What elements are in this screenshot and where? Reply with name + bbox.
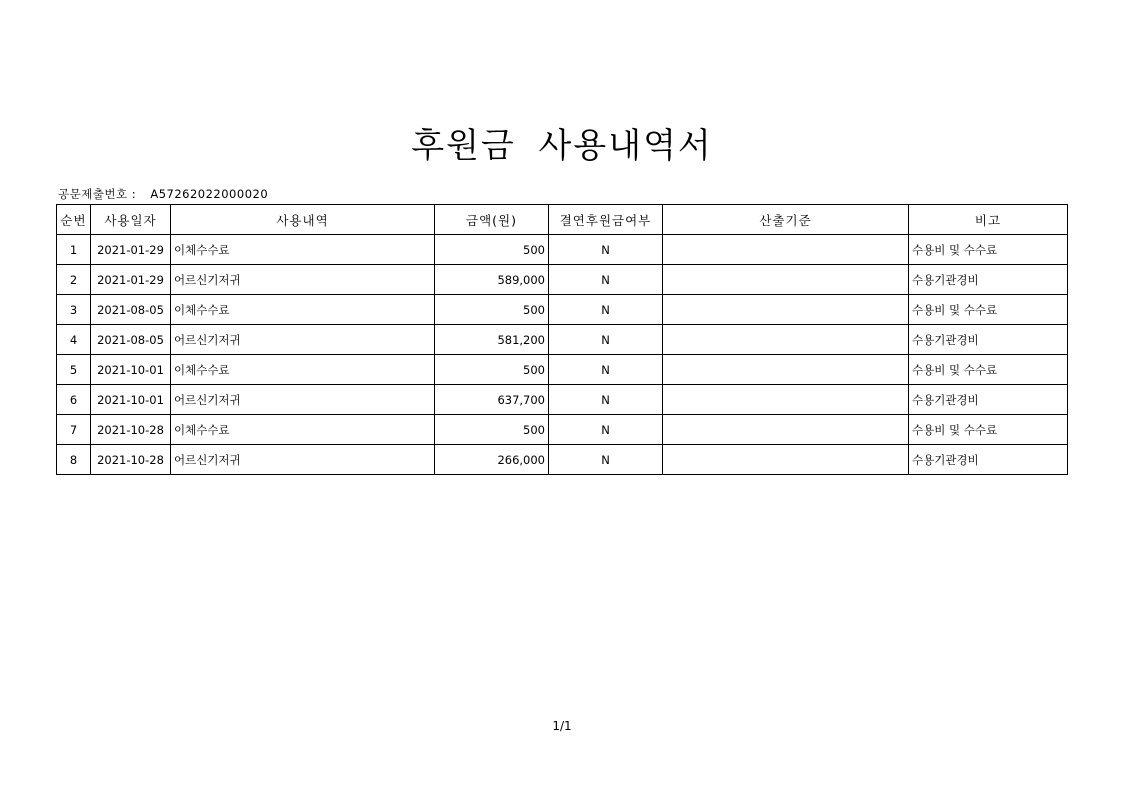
table-header-row [57, 205, 1068, 235]
table-row [57, 445, 1068, 475]
cell-item: 이체수수료 [171, 235, 435, 265]
cell-item: 어르신기저귀 [171, 385, 435, 415]
cell-item: 이체수수료 [171, 415, 435, 445]
cell-item: 어르신기저귀 [171, 265, 435, 295]
cell-basis [663, 445, 909, 475]
document-title: 후원금 사용내역서 [411, 126, 713, 166]
cell-date: 2021-01-29 [91, 265, 171, 295]
cell-no: 7 [57, 415, 91, 445]
page-indicator: 1/1 [552, 719, 572, 733]
cell-no: 6 [57, 385, 91, 415]
cell-amount: 637,700 [435, 385, 549, 415]
cell-sponsor-flag: N [549, 265, 663, 295]
cell-date: 2021-01-29 [91, 235, 171, 265]
table-row [57, 235, 1068, 265]
cell-amount: 500 [435, 415, 549, 445]
cell-sponsor-flag: N [549, 325, 663, 355]
cell-item: 어르신기저귀 [171, 325, 435, 355]
cell-date: 2021-10-01 [91, 385, 171, 415]
cell-sponsor-flag: N [549, 445, 663, 475]
cell-note: 수용기관경비 [909, 385, 1068, 415]
cell-date: 2021-08-05 [91, 325, 171, 355]
doc-number-label: 공문제출번호 : [58, 187, 137, 201]
header-amount: 금액(원) [435, 205, 549, 235]
cell-date: 2021-10-28 [91, 415, 171, 445]
table-row [57, 385, 1068, 415]
cell-amount: 581,200 [435, 325, 549, 355]
header-date: 사용일자 [91, 205, 171, 235]
cell-no: 1 [57, 235, 91, 265]
cell-no: 4 [57, 325, 91, 355]
table-row [57, 295, 1068, 325]
cell-amount: 500 [435, 235, 549, 265]
header-no: 순번 [57, 205, 91, 235]
cell-sponsor-flag: N [549, 415, 663, 445]
cell-note: 수용비 및 수수료 [909, 295, 1068, 325]
cell-basis [663, 415, 909, 445]
cell-item: 어르신기저귀 [171, 445, 435, 475]
cell-sponsor-flag: N [549, 355, 663, 385]
cell-no: 8 [57, 445, 91, 475]
table-row [57, 355, 1068, 385]
header-sponsor-flag: 결연후원금여부 [549, 205, 663, 235]
cell-amount: 266,000 [435, 445, 549, 475]
cell-date: 2021-10-28 [91, 445, 171, 475]
cell-note: 수용비 및 수수료 [909, 415, 1068, 445]
table-row [57, 415, 1068, 445]
cell-note: 수용기관경비 [909, 325, 1068, 355]
cell-note: 수용기관경비 [909, 265, 1068, 295]
cell-note: 수용비 및 수수료 [909, 235, 1068, 265]
cell-basis [663, 385, 909, 415]
table-row [57, 265, 1068, 295]
cell-basis [663, 235, 909, 265]
cell-item: 이체수수료 [171, 355, 435, 385]
cell-item: 이체수수료 [171, 295, 435, 325]
cell-amount: 589,000 [435, 265, 549, 295]
cell-basis [663, 295, 909, 325]
cell-no: 3 [57, 295, 91, 325]
cell-sponsor-flag: N [549, 385, 663, 415]
header-basis: 산출기준 [663, 205, 909, 235]
cell-basis [663, 265, 909, 295]
cell-date: 2021-10-01 [91, 355, 171, 385]
cell-sponsor-flag: N [549, 235, 663, 265]
cell-no: 5 [57, 355, 91, 385]
cell-amount: 500 [435, 355, 549, 385]
cell-note: 수용기관경비 [909, 445, 1068, 475]
doc-number-value: A57262022000020 [150, 187, 269, 201]
cell-note: 수용비 및 수수료 [909, 355, 1068, 385]
table-row [57, 325, 1068, 355]
cell-basis [663, 355, 909, 385]
cell-amount: 500 [435, 295, 549, 325]
usage-table [56, 204, 1068, 475]
cell-date: 2021-08-05 [91, 295, 171, 325]
cell-no: 2 [57, 265, 91, 295]
header-note: 비고 [909, 205, 1068, 235]
header-item: 사용내역 [171, 205, 435, 235]
doc-number-line [58, 186, 268, 202]
cell-sponsor-flag: N [549, 295, 663, 325]
cell-basis [663, 325, 909, 355]
